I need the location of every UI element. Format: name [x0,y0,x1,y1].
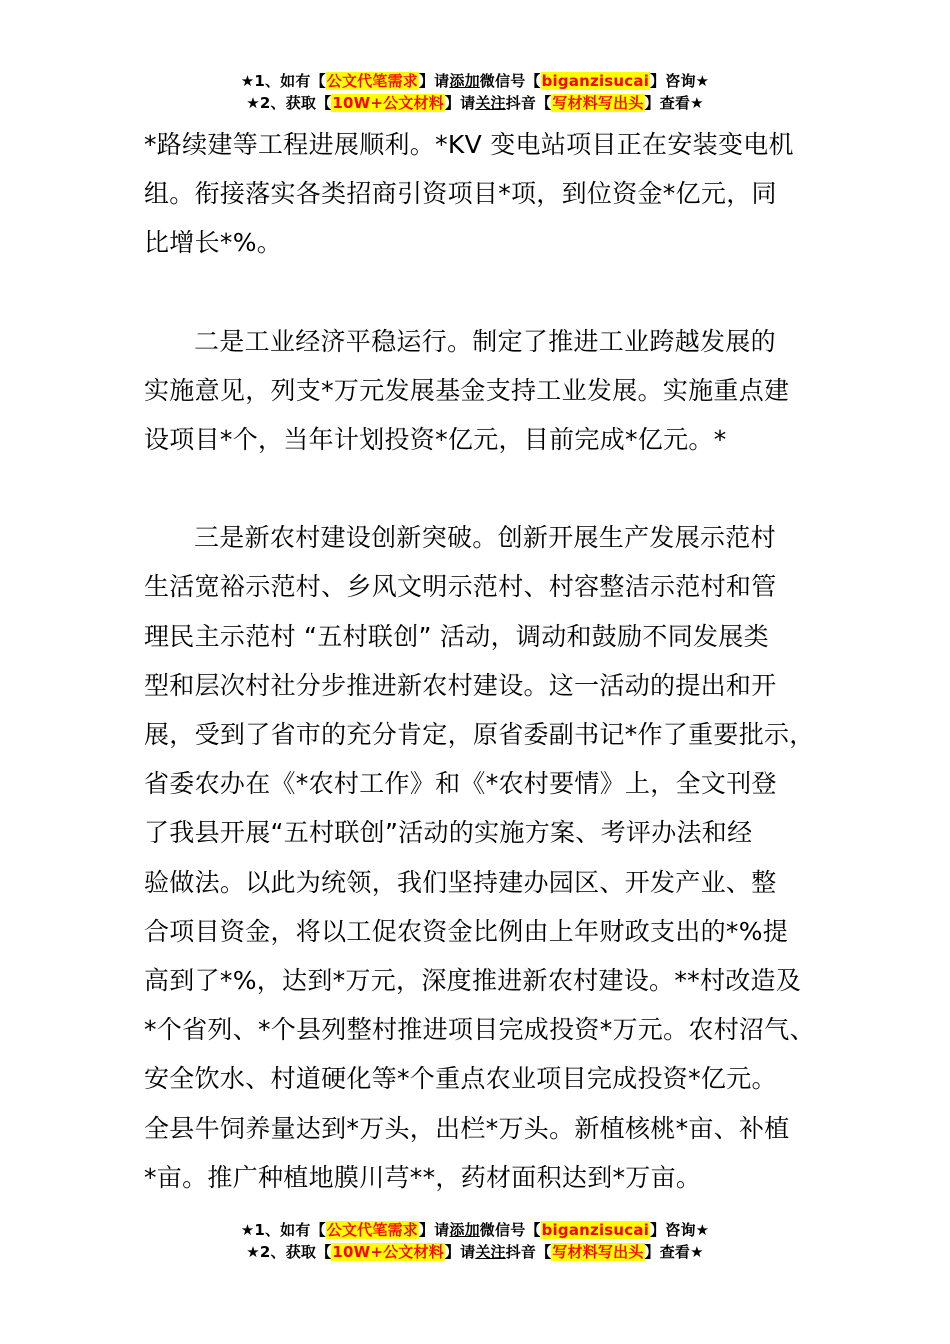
banner-text: ★2、获取【 [246,1243,332,1261]
body-line: 省委农办在《*农村工作》和《*农村要情》上，全文刊登 [144,769,777,799]
body-line: 合项目资金，将以工促农资金比例由上年财政支出的*%提 [144,916,789,946]
highlight-douyin-account: 写材料写出头 [552,94,644,112]
banner-text: ★1、如有【 [240,1221,326,1239]
banner-text: 】请 [444,1243,476,1261]
banner-text: 微信号【 [479,1221,541,1239]
banner-text: ★2、获取【 [246,94,332,112]
highlight-douyin-account: 写材料写出头 [552,1243,644,1261]
body-line: 实施意见，列支*万元发展基金支持工业发展。实施重点建 [144,375,790,405]
banner-text: 抖音【 [505,94,552,112]
highlight-materials: 10W+公文材料 [332,1243,444,1261]
banner-text: 】查看★ [644,1243,704,1261]
body-line: 生活宽裕示范村、乡风文明示范村、村容整洁示范村和管 [144,572,777,602]
banner-emphasis: 添加 [449,72,480,90]
banner-emphasis: 关注 [475,94,506,112]
document-body [144,120,844,1202]
banner-text: 】请 [444,94,476,112]
paragraph-gap [144,268,844,317]
body-line: *路续建等工程进展顺利。*KV 变电站项目正在安装变电机 [144,130,794,159]
banner-text: 】咨询★ [650,1221,710,1239]
banner-line-1 [0,70,950,92]
body-line: 安全饮水、村道硬化等*个重点农业项目完成投资*亿元。 [144,1064,777,1094]
header-banner [0,70,950,114]
banner-text: 】查看★ [644,94,704,112]
footer-banner [0,1219,950,1263]
banner-emphasis: 关注 [475,1243,506,1261]
paragraph-gap [144,464,844,513]
highlight-service: 公文代笔需求 [326,1221,418,1239]
banner-text: 】请 [418,1221,450,1239]
body-line: 二是工业经济平稳运行。制定了推进工业跨越发展的 [194,326,776,356]
body-line: 比增长*%。 [144,228,283,258]
body-line: 了我县开展“五村联创”活动的实施方案、考评办法和经 [144,818,753,848]
body-line: 理民主示范村 “五村联创” 活动，调动和鼓励不同发展类 [144,621,769,651]
body-line: 组。衔接落实各类招商引资项目*项，到位资金*亿元，同 [144,179,777,209]
banner-text: ★1、如有【 [240,72,326,90]
highlight-materials: 10W+公文材料 [332,94,444,112]
body-line: *个省列、*个县列整村推进项目完成投资*万元。农村沼气、 [144,1015,815,1045]
banner-text: 】请 [418,72,450,90]
banner-text: 抖音【 [505,1243,552,1261]
highlight-service: 公文代笔需求 [326,72,418,90]
banner-text: 微信号【 [479,72,541,90]
banner-text: 】咨询★ [650,72,710,90]
banner-line-2 [0,92,950,114]
body-line: *亩。推广种植地膜川芎**，药材面积达到*万亩。 [144,1162,702,1192]
body-line: 型和层次村社分步推进新农村建设。这一活动的提出和开 [144,670,777,700]
body-line: 全县牛饲养量达到*万头，出栏*万头。新植核桃*亩、补植 [144,1113,790,1143]
banner-line-1 [0,1219,950,1241]
body-line: 验做法。以此为统领，我们坚持建办园区、开发产业、整 [144,867,777,897]
body-line: 展，受到了省市的充分肯定，原省委副书记*作了重要批示， [144,720,815,750]
banner-line-2 [0,1241,950,1263]
banner-emphasis: 添加 [449,1221,480,1239]
highlight-wechat-id: biganzisucai [541,1221,650,1239]
highlight-wechat-id: biganzisucai [541,72,650,90]
body-line: 高到了*%，达到*万元，深度推进新农村建设。**村改造及 [144,966,802,996]
body-line: 设项目*个，当年计划投资*亿元，目前完成*亿元。* [144,425,727,455]
body-line: 三是新农村建设创新突破。创新开展生产发展示范村 [194,523,776,553]
